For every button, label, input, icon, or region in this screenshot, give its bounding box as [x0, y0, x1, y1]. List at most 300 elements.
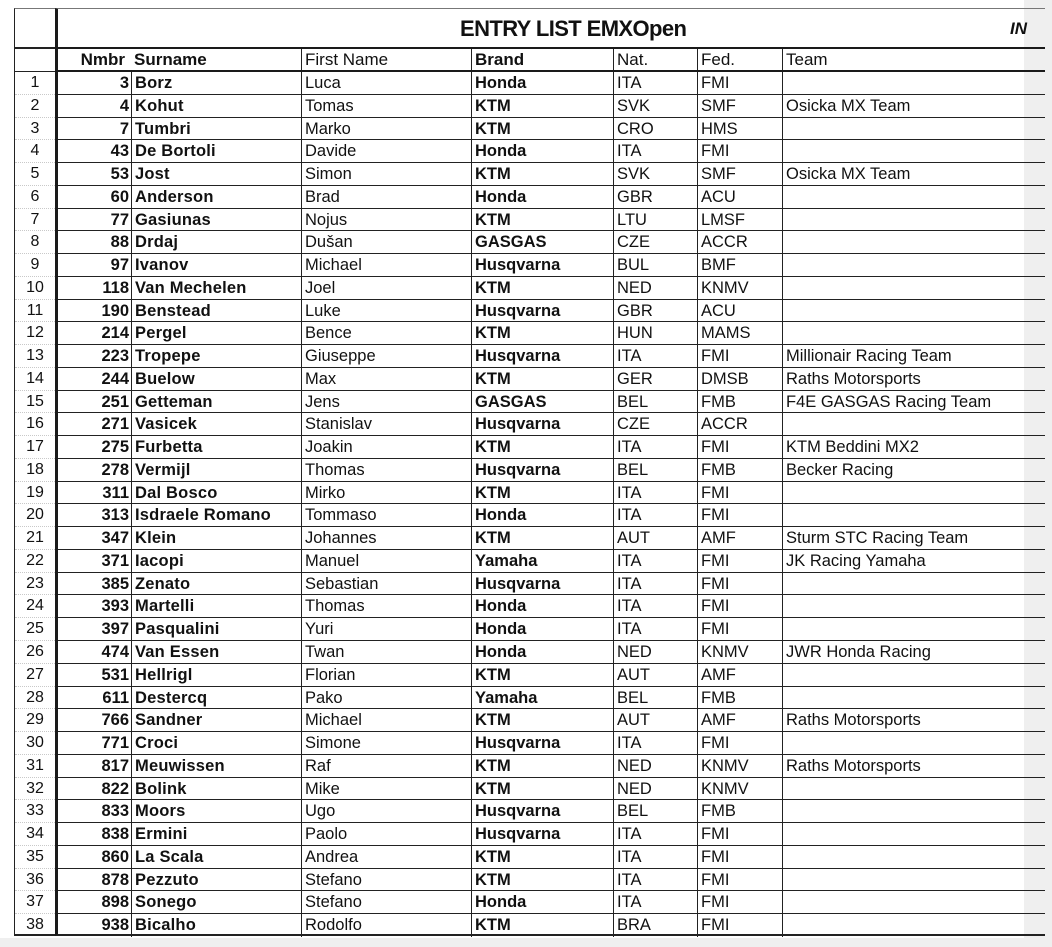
cell-team [782, 687, 1052, 709]
cell-fed: FMB [697, 800, 782, 822]
cell-fed: HMS [697, 118, 782, 140]
cell-brand: KTM [471, 709, 613, 731]
cell-nat: ITA [613, 732, 697, 754]
cell-brand: KTM [471, 163, 613, 185]
table-row [58, 595, 1045, 618]
cell-first-name: Yuri [301, 618, 471, 640]
cell-number: 271 [101, 415, 129, 434]
table-row [58, 778, 1045, 801]
table-row [58, 322, 1045, 345]
cell-nat: GBR [613, 300, 697, 322]
cell-first-name: Joel [301, 277, 471, 299]
cell-number: 347 [101, 529, 129, 548]
cell-brand: KTM [471, 368, 613, 390]
cell-surname: Isdraele Romano [131, 504, 301, 526]
cell-brand: Honda [471, 140, 613, 162]
cell-number: 275 [101, 438, 129, 457]
cell-number: 393 [101, 597, 129, 616]
cell-surname: Sandner [131, 709, 301, 731]
row-index: 36 [15, 869, 55, 892]
cell-number: 611 [102, 688, 129, 707]
cell-team [782, 482, 1052, 504]
cell-nat: CZE [613, 231, 697, 253]
cell-surname: Borz [131, 72, 301, 94]
cell-first-name: Thomas [301, 459, 471, 481]
cell-brand: KTM [471, 869, 613, 891]
cell-surname: La Scala [131, 846, 301, 868]
cell-fed: KNMV [697, 277, 782, 299]
cell-first-name: Stefano [301, 891, 471, 913]
cell-brand: KTM [471, 527, 613, 549]
cell-team: KTM Beddini MX2 [782, 436, 1052, 458]
cell-first-name: Davide [301, 140, 471, 162]
cell-surname: Jost [131, 163, 301, 185]
cell-surname: Gasiunas [131, 209, 301, 231]
cell-fed: FMI [697, 345, 782, 367]
row-index: 35 [15, 846, 55, 869]
cell-nat: ITA [613, 72, 697, 94]
cell-team: Sturm STC Racing Team [782, 527, 1052, 549]
row-index: 18 [15, 459, 55, 482]
cell-fed: SMF [697, 163, 782, 185]
cell-brand: Husqvarna [471, 300, 613, 322]
cell-fed: ACU [697, 186, 782, 208]
cell-team: Becker Racing [782, 459, 1052, 481]
cell-team: JK Racing Yamaha [782, 550, 1052, 572]
table-row [58, 687, 1045, 710]
cell-team [782, 618, 1052, 640]
cell-number: 244 [101, 369, 129, 388]
table-row [58, 209, 1045, 232]
cell-team [782, 209, 1052, 231]
cell-brand: Honda [471, 595, 613, 617]
row-index: 7 [15, 209, 55, 232]
cell-nat: SVK [613, 95, 697, 117]
cell-brand: Husqvarna [471, 823, 613, 845]
cell-first-name: Michael [301, 709, 471, 731]
cell-nat: BEL [613, 459, 697, 481]
cell-team [782, 118, 1052, 140]
table-row [58, 163, 1045, 186]
cell-surname: Pasqualini [131, 618, 301, 640]
cell-fed: FMB [697, 459, 782, 481]
cell-team: JWR Honda Racing [782, 641, 1052, 663]
cell-first-name: Paolo [301, 823, 471, 845]
cell-nat: BEL [613, 391, 697, 413]
cell-number: 397 [101, 620, 129, 639]
cell-team [782, 778, 1052, 800]
cell-team [782, 732, 1052, 754]
row-index: 6 [15, 186, 55, 209]
cell-fed: FMI [697, 504, 782, 526]
row-index: 27 [15, 664, 55, 687]
cell-brand: KTM [471, 755, 613, 777]
row-index: 5 [15, 163, 55, 186]
row-index: 2 [15, 95, 55, 118]
cell-team [782, 823, 1052, 845]
table-row [58, 254, 1045, 277]
cell-nat: BRA [613, 914, 697, 937]
cell-number: 311 [102, 483, 129, 502]
cell-number: 190 [101, 301, 129, 320]
table-row [58, 550, 1045, 573]
row-index: 28 [15, 687, 55, 710]
table-row [58, 459, 1045, 482]
row-index: 15 [15, 391, 55, 414]
cell-brand: KTM [471, 95, 613, 117]
cell-surname: Ivanov [131, 254, 301, 276]
cell-nat: ITA [613, 618, 697, 640]
cell-surname: Tropepe [131, 345, 301, 367]
spreadsheet [14, 8, 1044, 936]
cell-brand: Husqvarna [471, 459, 613, 481]
table-row [58, 95, 1045, 118]
cell-fed: LMSF [697, 209, 782, 231]
cell-number: 214 [101, 324, 129, 343]
table-row [58, 573, 1045, 596]
cell-number: 278 [101, 460, 129, 479]
row-index: 23 [15, 573, 55, 596]
cell-team [782, 322, 1052, 344]
cell-brand: KTM [471, 664, 613, 686]
cell-first-name: Florian [301, 664, 471, 686]
cell-first-name: Raf [301, 755, 471, 777]
cell-nat: BUL [613, 254, 697, 276]
cell-nat: ITA [613, 550, 697, 572]
cell-surname: Drdaj [131, 231, 301, 253]
cell-brand: Honda [471, 641, 613, 663]
cell-surname: Ermini [131, 823, 301, 845]
cell-fed: FMI [697, 891, 782, 913]
cell-fed: FMI [697, 72, 782, 94]
row-index: 9 [15, 254, 55, 277]
cell-nat: AUT [613, 527, 697, 549]
cell-surname: Zenato [131, 573, 301, 595]
document-title: ENTRY LIST EMXOpen [460, 16, 687, 41]
cell-nat: NED [613, 641, 697, 663]
cell-nat: GER [613, 368, 697, 390]
column-header-surname: Surname [134, 50, 207, 69]
cell-number: 77 [110, 210, 129, 229]
table-row [58, 186, 1045, 209]
cell-first-name: Joakin [301, 436, 471, 458]
cell-brand: GASGAS [471, 391, 613, 413]
cell-surname: Vasicek [131, 413, 301, 435]
column-header-first-name: First Name [301, 49, 471, 70]
table-row [58, 504, 1045, 527]
table-row [58, 277, 1045, 300]
cell-brand: Honda [471, 504, 613, 526]
cell-number: 938 [101, 916, 129, 935]
cell-number: 313 [101, 506, 129, 525]
cell-number: 43 [110, 142, 129, 161]
row-index: 13 [15, 345, 55, 368]
cell-fed: ACU [697, 300, 782, 322]
cell-team [782, 664, 1052, 686]
cell-surname: Anderson [131, 186, 301, 208]
cell-first-name: Marko [301, 118, 471, 140]
cell-number: 385 [101, 574, 129, 593]
cell-team: Raths Motorsports [782, 709, 1052, 731]
cell-nat: GBR [613, 186, 697, 208]
table-row [58, 436, 1045, 459]
cell-surname: Benstead [131, 300, 301, 322]
cell-first-name: Tomas [301, 95, 471, 117]
cell-number: 838 [101, 825, 129, 844]
cell-brand: KTM [471, 436, 613, 458]
cell-number: 817 [101, 756, 129, 775]
cell-fed: FMI [697, 595, 782, 617]
column-header-number: Nmbr [80, 50, 125, 69]
cell-fed: FMI [697, 618, 782, 640]
cell-fed: ACCR [697, 231, 782, 253]
cell-number: 878 [101, 870, 129, 889]
row-index: 26 [15, 641, 55, 664]
cell-team [782, 186, 1052, 208]
table-row [58, 641, 1045, 664]
cell-nat: HUN [613, 322, 697, 344]
cell-surname: Pergel [131, 322, 301, 344]
column-header-row [58, 49, 1045, 72]
cell-first-name: Simone [301, 732, 471, 754]
row-index: 3 [15, 118, 55, 141]
cell-fed: KNMV [697, 778, 782, 800]
table-row [58, 891, 1045, 914]
cell-team [782, 846, 1052, 868]
cell-brand: KTM [471, 914, 613, 937]
cell-nat: ITA [613, 823, 697, 845]
cell-first-name: Michael [301, 254, 471, 276]
cell-surname: Vermijl [131, 459, 301, 481]
cell-number: 371 [101, 551, 129, 570]
table-row [58, 732, 1045, 755]
cell-first-name: Mike [301, 778, 471, 800]
cell-nat: ITA [613, 345, 697, 367]
table-row [58, 664, 1045, 687]
table-row [58, 869, 1045, 892]
table-row [58, 823, 1045, 846]
cell-first-name: Max [301, 368, 471, 390]
column-header-nat: Nat. [613, 49, 697, 70]
row-index: 1 [15, 72, 55, 95]
cell-surname: Iacopi [131, 550, 301, 572]
cell-first-name: Johannes [301, 527, 471, 549]
table-row [58, 413, 1045, 436]
cell-surname: Van Essen [131, 641, 301, 663]
table-row [58, 914, 1045, 937]
cell-team [782, 891, 1052, 913]
cell-first-name: Tommaso [301, 504, 471, 526]
cell-first-name: Nojus [301, 209, 471, 231]
cell-number: 4 [119, 96, 129, 115]
title-row [58, 9, 1045, 49]
cell-nat: ITA [613, 140, 697, 162]
cell-fed: SMF [697, 95, 782, 117]
cell-surname: Martelli [131, 595, 301, 617]
cell-number: 766 [101, 711, 129, 730]
row-index: 31 [15, 755, 55, 778]
cell-team [782, 140, 1052, 162]
cell-fed: FMI [697, 732, 782, 754]
cell-team [782, 413, 1052, 435]
cell-fed: FMI [697, 436, 782, 458]
row-index-column [14, 8, 55, 936]
cell-team [782, 595, 1052, 617]
cell-number: 898 [101, 893, 129, 912]
cell-fed: FMB [697, 687, 782, 709]
cell-first-name: Luke [301, 300, 471, 322]
table-row [58, 345, 1045, 368]
cell-brand: KTM [471, 482, 613, 504]
cell-brand: Husqvarna [471, 413, 613, 435]
cell-first-name: Pako [301, 687, 471, 709]
cell-surname: Klein [131, 527, 301, 549]
cell-surname: Furbetta [131, 436, 301, 458]
table-row [58, 72, 1045, 95]
column-header-fed: Fed. [697, 49, 782, 70]
cell-team [782, 72, 1052, 94]
cell-first-name: Jens [301, 391, 471, 413]
cell-brand: KTM [471, 846, 613, 868]
cell-brand: KTM [471, 209, 613, 231]
cell-surname: Meuwissen [131, 755, 301, 777]
cell-brand: Husqvarna [471, 800, 613, 822]
cell-number: 60 [110, 187, 129, 206]
cell-nat: BEL [613, 800, 697, 822]
cell-fed: AMF [697, 709, 782, 731]
cell-brand: Husqvarna [471, 732, 613, 754]
cell-surname: Buelow [131, 368, 301, 390]
row-index: 14 [15, 368, 55, 391]
cell-brand: KTM [471, 118, 613, 140]
cell-brand: Husqvarna [471, 345, 613, 367]
row-index: 22 [15, 550, 55, 573]
table-row [58, 800, 1045, 823]
cell-first-name: Andrea [301, 846, 471, 868]
cell-team: Millionair Racing Team [782, 345, 1052, 367]
cell-first-name: Twan [301, 641, 471, 663]
column-header-team: Team [782, 49, 1052, 70]
cell-fed: FMI [697, 823, 782, 845]
row-index: 8 [15, 231, 55, 254]
cell-fed: ACCR [697, 413, 782, 435]
cell-nat: LTU [613, 209, 697, 231]
table-row [58, 391, 1045, 414]
cell-team [782, 277, 1052, 299]
cell-fed: FMI [697, 482, 782, 504]
cell-team [782, 231, 1052, 253]
row-index: 4 [15, 140, 55, 163]
cell-nat: NED [613, 778, 697, 800]
cell-surname: Destercq [131, 687, 301, 709]
entry-table [55, 8, 1045, 936]
cell-first-name: Stanislav [301, 413, 471, 435]
cell-nat: BEL [613, 687, 697, 709]
cell-team: Raths Motorsports [782, 368, 1052, 390]
cell-surname: De Bortoli [131, 140, 301, 162]
cell-nat: SVK [613, 163, 697, 185]
row-index: 10 [15, 277, 55, 300]
table-row [58, 618, 1045, 641]
cell-nat: ITA [613, 573, 697, 595]
cell-team: Raths Motorsports [782, 755, 1052, 777]
cell-surname: Dal Bosco [131, 482, 301, 504]
row-index-title-spacer [15, 9, 55, 49]
cell-team [782, 300, 1052, 322]
cell-number: 118 [102, 278, 129, 297]
cell-fed: FMI [697, 550, 782, 572]
row-index: 37 [15, 891, 55, 914]
cell-number: 822 [101, 779, 129, 798]
cell-brand: Husqvarna [471, 254, 613, 276]
cell-brand: KTM [471, 277, 613, 299]
row-index: 25 [15, 618, 55, 641]
cell-nat: ITA [613, 436, 697, 458]
cell-number: 223 [101, 347, 129, 366]
cell-brand: GASGAS [471, 231, 613, 253]
cell-fed: MAMS [697, 322, 782, 344]
cell-number: 53 [110, 165, 129, 184]
row-index: 34 [15, 823, 55, 846]
cell-first-name: Bence [301, 322, 471, 344]
cell-fed: AMF [697, 527, 782, 549]
cell-fed: FMI [697, 869, 782, 891]
cell-fed: FMI [697, 573, 782, 595]
cell-brand: KTM [471, 778, 613, 800]
cell-first-name: Ugo [301, 800, 471, 822]
cell-team [782, 800, 1052, 822]
cell-nat: AUT [613, 709, 697, 731]
cell-brand: KTM [471, 322, 613, 344]
row-index: 19 [15, 482, 55, 505]
cell-first-name: Dušan [301, 231, 471, 253]
cell-fed: FMB [697, 391, 782, 413]
cell-fed: DMSB [697, 368, 782, 390]
cell-nat: NED [613, 277, 697, 299]
row-index: 33 [15, 800, 55, 823]
cell-surname: Pezzuto [131, 869, 301, 891]
cell-team [782, 869, 1052, 891]
cell-brand: Husqvarna [471, 573, 613, 595]
cell-brand: Yamaha [471, 550, 613, 572]
cell-first-name: Mirko [301, 482, 471, 504]
cell-brand: Honda [471, 891, 613, 913]
cell-nat: ITA [613, 846, 697, 868]
cell-fed: KNMV [697, 641, 782, 663]
cell-number: 860 [101, 847, 129, 866]
table-row [58, 231, 1045, 254]
table-row [58, 118, 1045, 141]
cell-team [782, 573, 1052, 595]
cell-surname: Hellrigl [131, 664, 301, 686]
cell-first-name: Sebastian [301, 573, 471, 595]
document-title-extra: IN [1010, 19, 1027, 38]
cell-brand: Honda [471, 186, 613, 208]
row-index: 16 [15, 413, 55, 436]
cell-number: 88 [110, 233, 129, 252]
row-index: 38 [26, 916, 44, 934]
table-row [58, 140, 1045, 163]
cell-number: 771 [101, 734, 129, 753]
row-index: 21 [15, 527, 55, 550]
cell-number: 474 [101, 643, 129, 661]
row-index-header-spacer [15, 49, 55, 72]
cell-nat: CRO [613, 118, 697, 140]
table-row [58, 755, 1045, 778]
cell-first-name: Brad [301, 186, 471, 208]
cell-nat: NED [613, 755, 697, 777]
cell-surname: Sonego [131, 891, 301, 913]
